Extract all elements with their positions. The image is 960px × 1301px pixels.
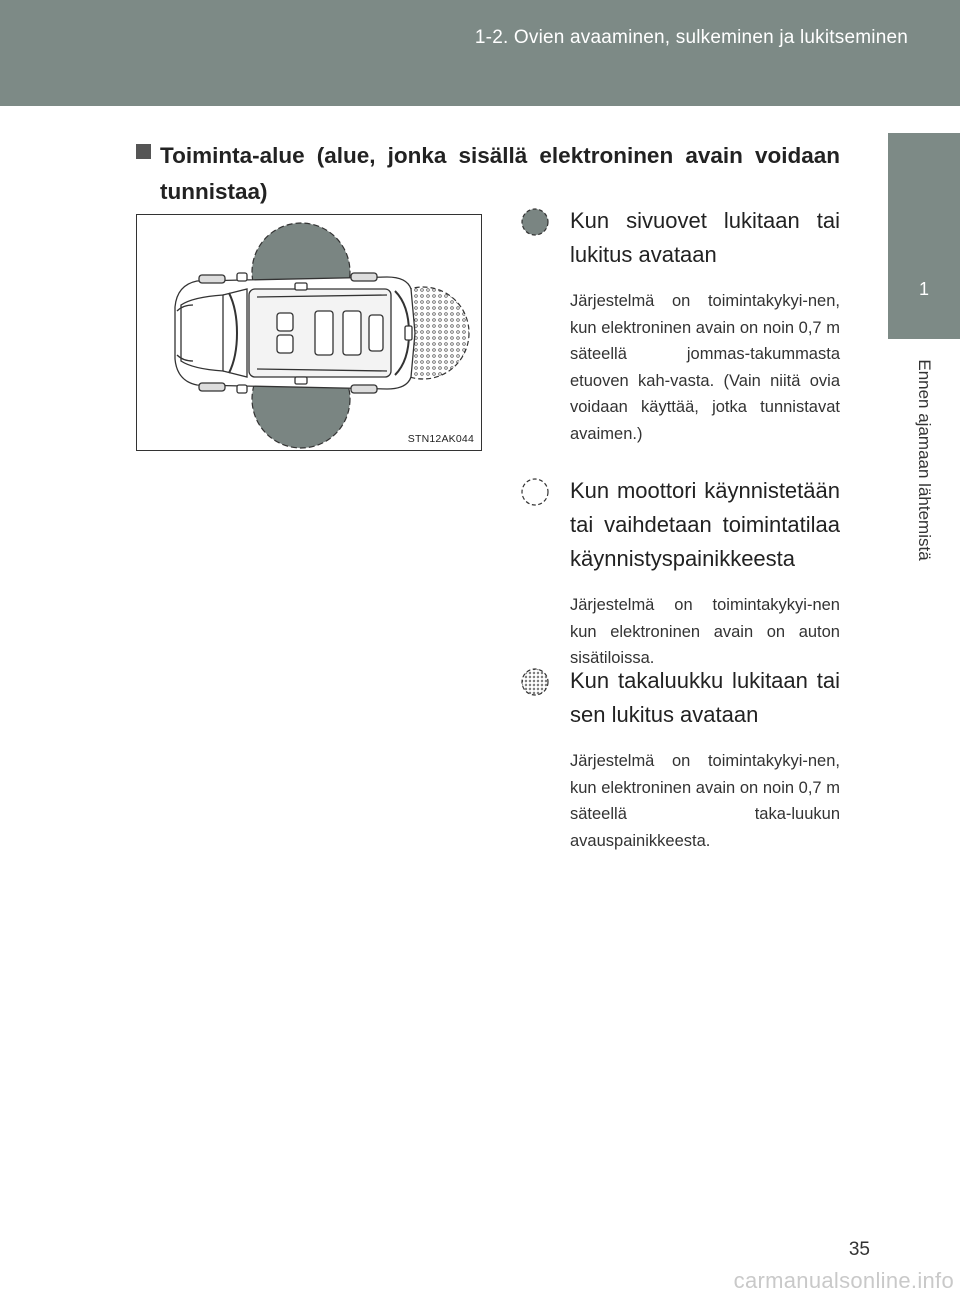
dotted-circle-icon — [520, 667, 550, 697]
range-item-body: Järjestelmä on toimintakykyi-nen kun elektroninen avain on auton sisätiloissa. — [570, 596, 840, 667]
range-item-heading: Kun moottori käynnistetään tai vaihdetaan toimintatilaa käynnistyspainikkeesta — [570, 478, 840, 571]
range-item-engine-start — [520, 474, 840, 672]
watermark: carmanualsonline.info — [733, 1268, 954, 1293]
operating-range-figure — [136, 214, 482, 451]
chapter-tab — [888, 133, 960, 339]
range-item-body: Järjestelmä on toimintakykyi-nen, kun elektroninen avain on noin 0,7 m säteellä jommas-takummasta etuoven kah-vasta. (Vain niitä ovia voidaan käyttää, jotka tunnistavat avaimen.) — [570, 292, 840, 443]
empty-circle-icon — [520, 477, 550, 507]
section-heading — [136, 138, 840, 210]
range-item-body: Järjestelmä on toimintakykyi-nen, kun elektroninen avain on noin 0,7 m säteellä taka-luukun avauspainikkeesta. — [570, 752, 840, 850]
figure-code: STN12AK044 — [407, 433, 474, 445]
range-item-heading: Kun takaluukku lukitaan tai sen lukitus avataan — [570, 668, 840, 727]
section-title: Toiminta-alue (alue, jonka sisällä elektroninen avain voidaan tunnistaa) — [160, 143, 840, 204]
car-body — [175, 273, 415, 393]
chapter-number: 1 — [918, 279, 929, 299]
chapter-title: 1-2. Ovien avaaminen, sulkeminen ja lukitseminen — [474, 27, 908, 48]
square-bullet-icon — [136, 144, 151, 159]
solid-circle-icon — [520, 207, 550, 237]
chapter-side-label — [888, 340, 960, 600]
page-number: 35 — [848, 1239, 870, 1260]
chapter-side-label-text: Ennen ajamaan lähtemistä — [915, 359, 934, 561]
range-item-heading: Kun sivuovet lukitaan tai lukitus avataan — [570, 208, 840, 267]
page-header — [0, 0, 960, 106]
range-item-side-doors — [520, 204, 840, 447]
range-item-tailgate — [520, 664, 840, 854]
car-top-view-diagram — [137, 215, 482, 451]
